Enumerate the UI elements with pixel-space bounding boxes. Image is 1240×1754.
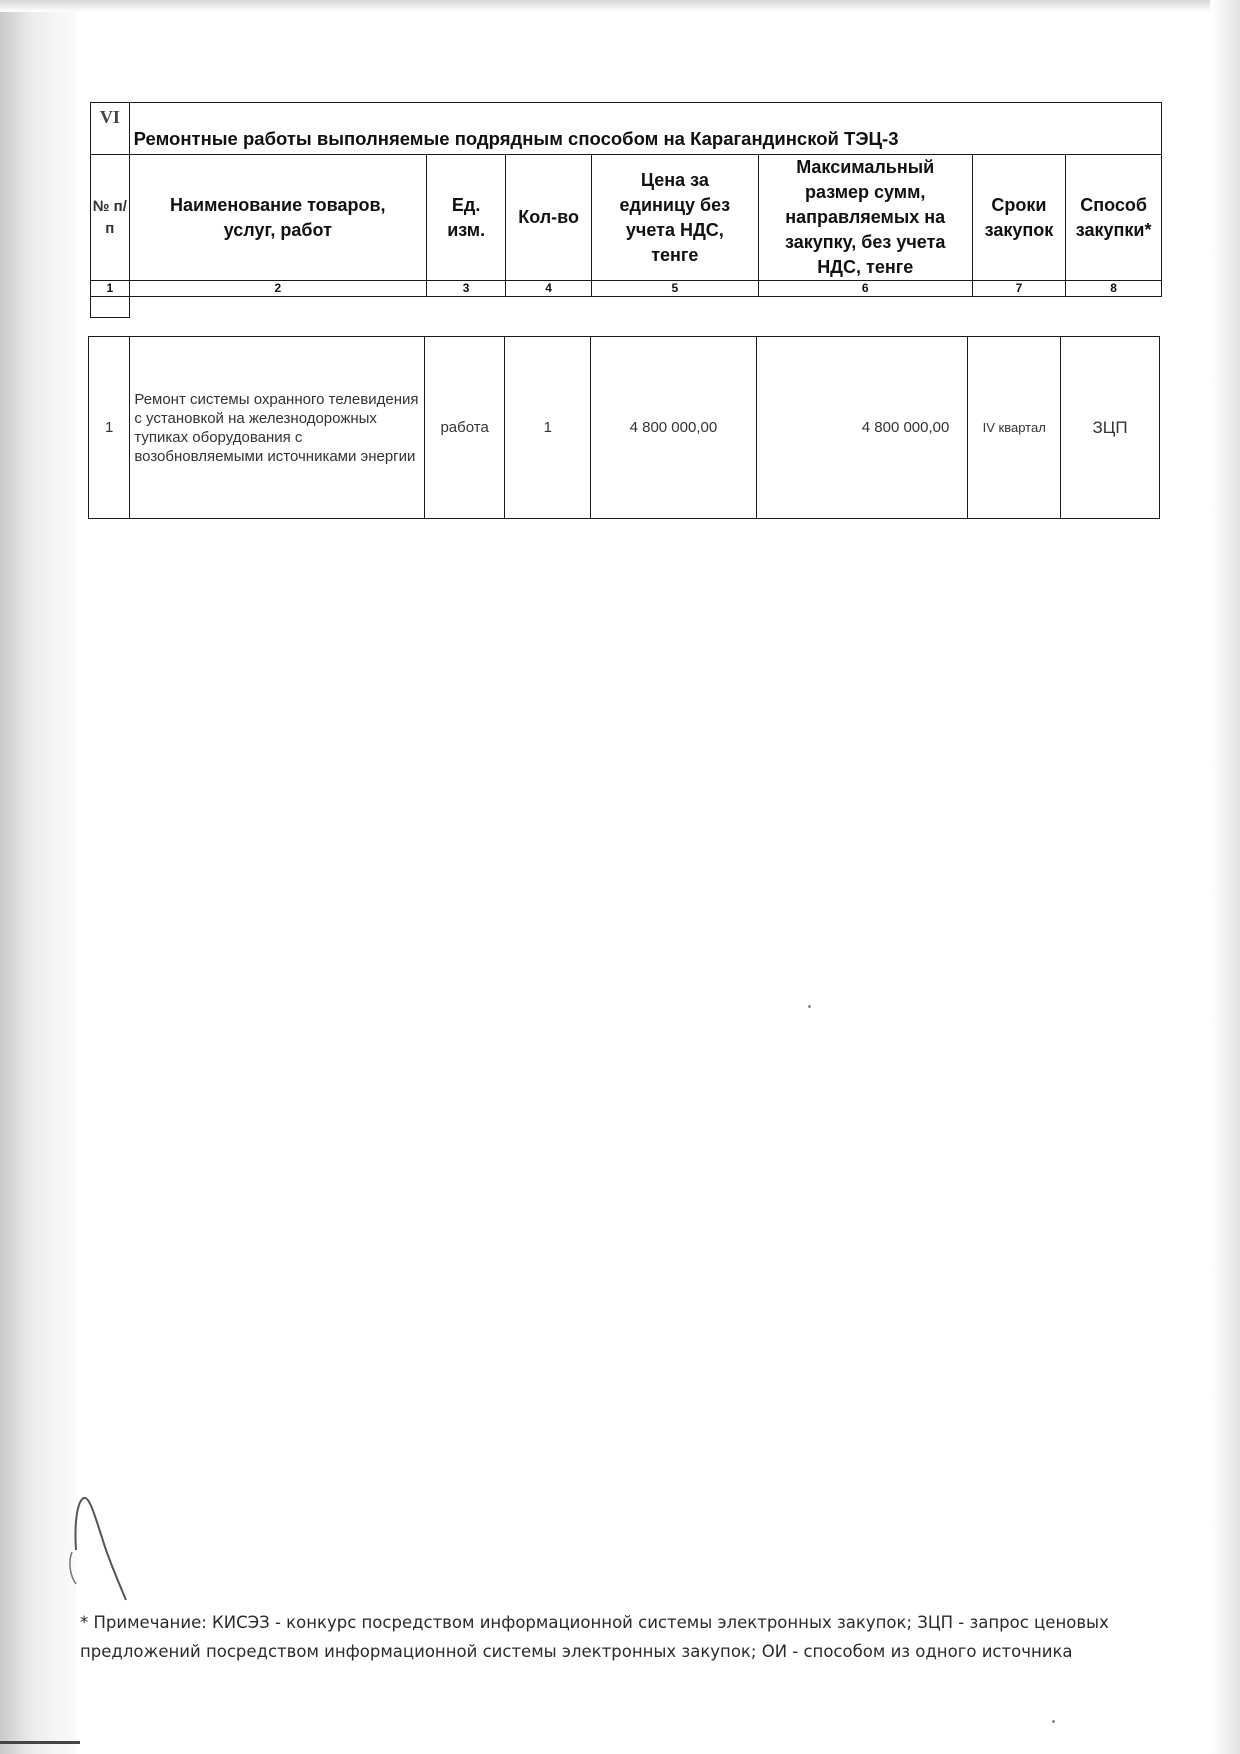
procurement-table-body (88, 336, 1160, 519)
spacer-cell (129, 297, 1161, 318)
column-number-2: 2 (129, 281, 426, 297)
scan-shadow-top (0, 0, 1240, 12)
spacer-cell (91, 297, 130, 318)
row-method: ЗЦП (1061, 337, 1160, 519)
column-header-qty: Кол-во (506, 155, 592, 281)
column-header-name: Наименование товаров, услуг, работ (129, 155, 426, 281)
column-number-6: 6 (758, 281, 972, 297)
scan-speck (1052, 1720, 1055, 1723)
scan-speck (808, 1005, 811, 1008)
column-number-3: 3 (426, 281, 505, 297)
column-header-unit-price: Цена за единицу без учета НДС, тенге (591, 155, 758, 281)
row-num: 1 (89, 337, 130, 519)
footnote: * Примечание: КИСЭЗ - конкурс посредством информационной системы электронных закупок; ЗЦП - запрос ценовых предложений посредством информационной системы электронных закупок; ОИ - способом из одного источника (80, 1613, 1109, 1661)
column-header-unit: Ед. изм. (426, 155, 505, 281)
row-name: Ремонт системы охранного телевидения с установкой на железнодорожных тупиках оборудования с возобновляемыми источниками энергии (130, 337, 424, 519)
row-unit: работа (424, 337, 505, 519)
table-row (89, 337, 1160, 519)
column-number-4: 4 (506, 281, 592, 297)
section-row (91, 103, 1162, 155)
section-title: Ремонтные работы выполняемые подрядным способом на Карагандинской ТЭЦ-3 (129, 103, 1161, 155)
spacer-row (91, 297, 1162, 318)
column-number-1: 1 (91, 281, 130, 297)
column-number-row (91, 281, 1162, 297)
scan-shadow-right (1210, 0, 1240, 1754)
column-number-5: 5 (591, 281, 758, 297)
column-header-method: Способ закупки* (1066, 155, 1162, 281)
row-unit-price: 4 800 000,00 (591, 337, 756, 519)
column-header-num: № п/п (91, 155, 130, 281)
column-header-row (91, 155, 1162, 281)
column-number-8: 8 (1066, 281, 1162, 297)
row-period: IV квартал (968, 337, 1061, 519)
row-qty: 1 (505, 337, 591, 519)
column-header-max-sum: Максимальный размер сумм, направляемых на закупку, без учета НДС, тенге (758, 155, 972, 281)
column-header-period: Сроки закупок (972, 155, 1066, 281)
procurement-table-header (90, 102, 1162, 318)
column-number-7: 7 (972, 281, 1066, 297)
signature-mark (66, 1480, 146, 1605)
section-number: VI (91, 103, 130, 155)
row-max-sum: 4 800 000,00 (756, 337, 968, 519)
scan-edge-mark (0, 1741, 80, 1744)
